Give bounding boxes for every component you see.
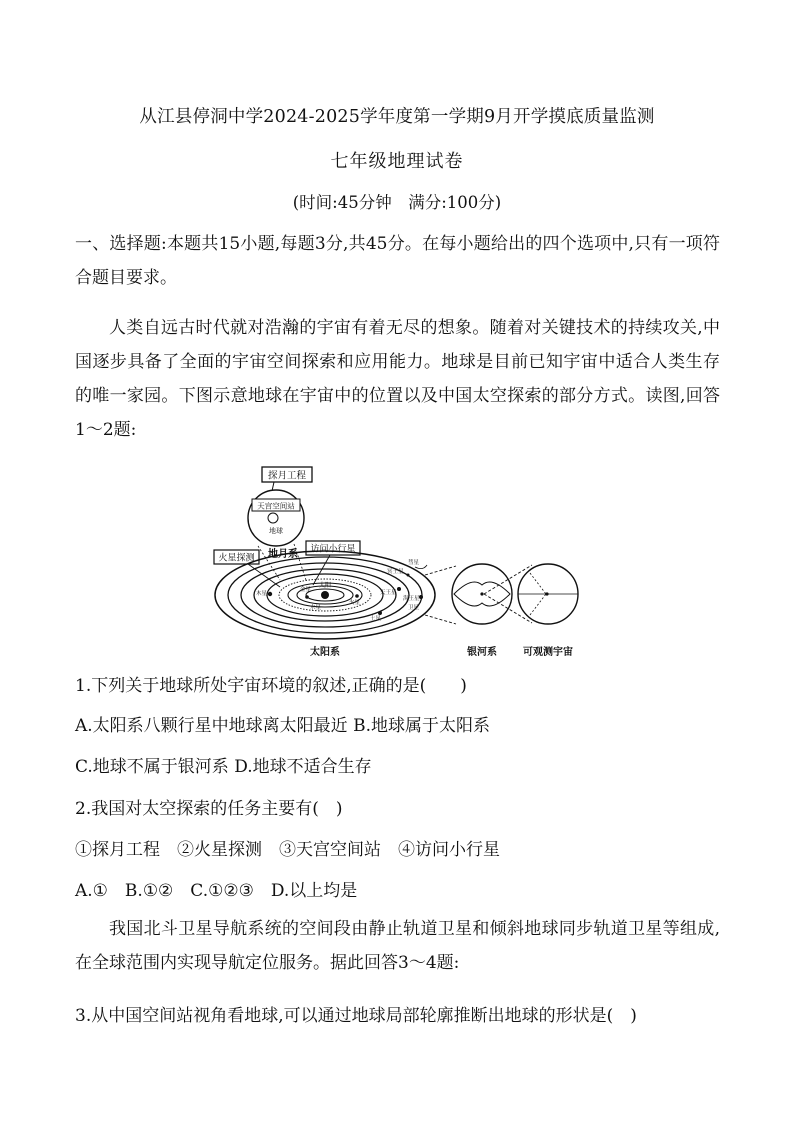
- mars-planet-label: 火星: [349, 600, 361, 606]
- neptune-label: 海王星: [403, 596, 420, 602]
- section-heading: 一、选择题:本题共15小题,每题3分,共45分。在每小题给出的四个选项中,只有一项符合题目要求。: [75, 234, 720, 288]
- earth-dot: [268, 513, 278, 523]
- sun-label: 太阳: [318, 582, 332, 589]
- solar-system-label: 太阳系: [310, 647, 340, 658]
- tiangong-label: 天宫空间站: [257, 501, 295, 511]
- q2-items: ①探月工程 ②火星探测 ③天宫空间站 ④访问小行星: [75, 840, 500, 860]
- venus-label: 金星: [300, 587, 312, 593]
- exam-subtitle: 七年级地理试卷: [330, 151, 464, 172]
- earth-label: 地球: [269, 527, 283, 535]
- comet-label: 彗星: [408, 560, 420, 566]
- mars-label: 火星探测: [218, 553, 255, 564]
- lunar-label: 探月工程: [267, 470, 307, 482]
- q3-stem: 3.从中国空间站视角看地球,可以通过地球局部轮廓推断出地球的形状是( ): [75, 1006, 637, 1026]
- moon-label: 卫星: [408, 605, 420, 611]
- galaxy-label: 银河系: [467, 647, 497, 658]
- q1-options-cd: C.地球不属于银河系 D.地球不适合生存: [75, 757, 372, 777]
- mercury-label: 水星: [310, 605, 322, 611]
- passage-2: 我国北斗卫星导航系统的空间段由静止轨道卫星和倾斜地球同步轨道卫星等组成,在全球范围内实现导航定位服务。据此回答3～4题:: [75, 919, 720, 973]
- jupiter-label: 木星: [256, 591, 268, 597]
- earth-moon-label: 地月系: [268, 549, 298, 560]
- universe-figure: [210, 463, 590, 661]
- q2-options: A.① B.①② C.①②③ D.以上均是: [75, 881, 358, 901]
- asteroid-label: 访问小行星: [310, 544, 356, 555]
- q2-stem: 2.我国对太空探索的任务主要有( ): [75, 799, 343, 819]
- exam-time-score: (时间:45分钟 满分:100分): [292, 193, 502, 212]
- passage-1: 人类自远古时代就对浩瀚的宇宙有着无尽的想象。随着对关键技术的持续攻关,中国逐步具备了全面的宇宙空间探索和应用能力。地球是目前已知宇宙中适合人类生存的唯一家园。下图示意地球在宇宙中的位置以及中国太空探索的部分方式。读图,回答1～2题:: [75, 318, 720, 440]
- saturn-label: 土星: [370, 616, 382, 622]
- dwarf-label: 冥王星: [387, 569, 404, 575]
- uranus-label: 天王星: [380, 590, 397, 596]
- sun-dot: [321, 591, 329, 599]
- exam-title: 从江县停洞中学2024-2025学年度第一学期9月开学摸底质量监测: [139, 107, 655, 127]
- q1-options-ab: A.太阳系八颗行星中地球离太阳最近 B.地球属于太阳系: [75, 716, 490, 736]
- universe-label: 可观测宇宙: [523, 647, 573, 658]
- q1-stem: 1.下列关于地球所处宇宙环境的叙述,正确的是( ): [75, 676, 467, 696]
